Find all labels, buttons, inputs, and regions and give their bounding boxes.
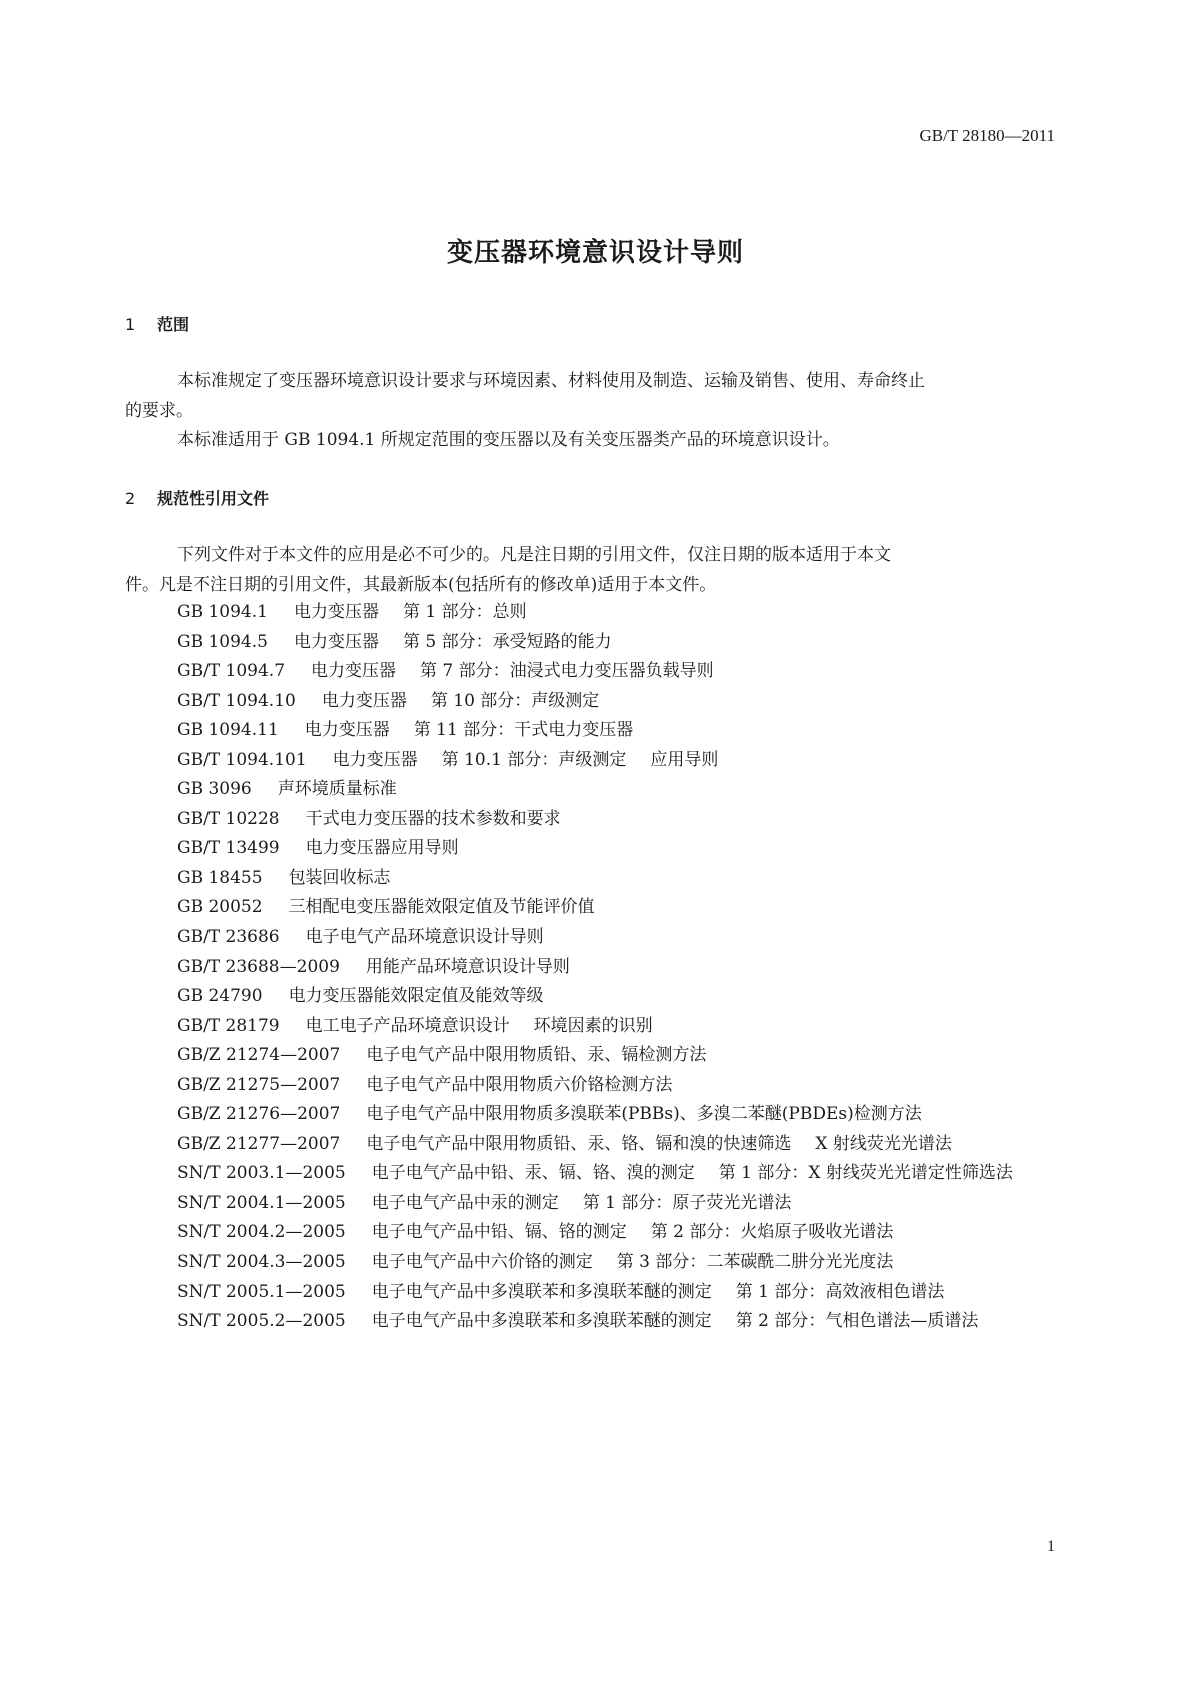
reference-title: 电子电气产品中多溴联苯和多溴联苯醚的测定 xyxy=(371,1311,712,1332)
reference-code: GB 24790 xyxy=(177,986,263,1007)
reference-item xyxy=(125,1130,1065,1160)
document-title: 变压器环境意识设计导则 xyxy=(446,238,744,268)
reference-subtitle: 应用导则 xyxy=(650,749,719,770)
reference-title: 电子电气产品中限用物质铅、汞、铬、镉和溴的快速筛选 xyxy=(366,1133,792,1154)
reference-part: 环境因素的识别 xyxy=(533,1015,653,1036)
page-number: 1 xyxy=(1047,1538,1055,1555)
references-intro xyxy=(125,540,1065,600)
reference-title: 电子电气产品中铅、镉、铬的测定 xyxy=(371,1222,627,1243)
reference-code: SN/T 2003.1—2005 xyxy=(177,1163,346,1184)
reference-item xyxy=(125,746,1065,776)
reference-item xyxy=(125,1189,1065,1219)
reference-item xyxy=(125,864,1065,894)
reference-item xyxy=(125,1041,1065,1071)
reference-part: 第 10.1 部分：声级测定 xyxy=(441,749,627,770)
reference-item xyxy=(125,657,1065,687)
reference-title: 电子电气产品中铅、汞、镉、铬、溴的测定 xyxy=(371,1163,695,1184)
reference-code: GB 20052 xyxy=(177,897,263,918)
reference-code: GB/T 23686 xyxy=(177,927,280,948)
reference-code: GB 1094.5 xyxy=(177,631,268,652)
reference-part: 第 1 部分：总则 xyxy=(402,602,527,622)
section-1-heading xyxy=(125,312,189,335)
reference-item xyxy=(125,1071,1065,1101)
reference-title: 电子电气产品中限用物质铅、汞、镉检测方法 xyxy=(366,1045,707,1066)
reference-title: 电工电子产品环境意识设计 xyxy=(305,1015,510,1036)
reference-code: GB 1094.11 xyxy=(177,720,279,741)
reference-item xyxy=(125,1307,1065,1337)
standard-code: GB/T 28180—2011 xyxy=(919,126,1055,145)
reference-code: GB/Z 21274—2007 xyxy=(177,1045,341,1066)
reference-item xyxy=(125,628,1065,658)
reference-part: 第 7 部分：油浸式电力变压器负载导则 xyxy=(420,661,714,682)
reference-title: 电力变压器 xyxy=(293,602,379,622)
reference-item xyxy=(125,1012,1065,1042)
reference-title: 干式电力变压器的技术参数和要求 xyxy=(305,808,561,829)
reference-title: 电力变压器 xyxy=(311,661,397,682)
paragraph-line: 的要求。 xyxy=(125,401,193,421)
reference-title: 电子电气产品中多溴联苯和多溴联苯醚的测定 xyxy=(371,1281,712,1302)
reference-code: GB/Z 21275—2007 xyxy=(177,1074,341,1095)
reference-item xyxy=(125,893,1065,923)
reference-code: GB 1094.1 xyxy=(177,602,268,622)
reference-part: 第 10 部分：声级测定 xyxy=(430,690,600,711)
section-title: 规范性引用文件 xyxy=(157,489,270,508)
reference-title: 电子电气产品中六价铬的测定 xyxy=(371,1252,593,1273)
paragraph-line: 下列文件对于本文件的应用是必不可少的。凡是注日期的引用文件，仅注日期的版本适用于本文 xyxy=(177,545,891,565)
reference-item xyxy=(125,953,1065,983)
reference-item xyxy=(125,982,1065,1012)
reference-title: 电子电气产品中限用物质多溴联苯(PBBs)、多溴二苯醚(PBDEs)检测方法 xyxy=(366,1104,922,1125)
reference-title: 电子电气产品中汞的测定 xyxy=(371,1192,559,1213)
reference-item xyxy=(125,598,1065,628)
reference-title: 电力变压器能效限定值及能效等级 xyxy=(288,986,544,1007)
reference-title: 声环境质量标准 xyxy=(277,779,397,800)
reference-part: 第 2 部分：火焰原子吸收光谱法 xyxy=(650,1222,894,1243)
reference-item xyxy=(125,805,1065,835)
reference-code: GB 3096 xyxy=(177,779,252,800)
paragraph-line: 本标准规定了变压器环境意识设计要求与环境因素、材料使用及制造、运输及销售、使用、寿命终止 xyxy=(177,371,925,391)
reference-code: SN/T 2004.2—2005 xyxy=(177,1222,346,1243)
reference-code: GB/T 1094.101 xyxy=(177,749,307,770)
reference-code: GB/T 28179 xyxy=(177,1015,280,1036)
reference-code: GB/T 10228 xyxy=(177,808,280,829)
reference-title: 电力变压器 xyxy=(332,749,418,770)
reference-title: 电子电气产品环境意识设计导则 xyxy=(305,927,544,948)
reference-code: GB 18455 xyxy=(177,867,263,888)
section-number: 1 xyxy=(125,315,136,334)
reference-item xyxy=(125,687,1065,717)
reference-title: 电力变压器应用导则 xyxy=(305,838,459,859)
reference-item xyxy=(125,1100,1065,1130)
section-title: 范围 xyxy=(157,315,190,334)
reference-title: 电力变压器 xyxy=(304,720,390,741)
reference-part: X 射线荧光光谱法 xyxy=(815,1133,952,1154)
reference-item xyxy=(125,1218,1065,1248)
reference-code: GB/T 23688—2009 xyxy=(177,956,340,977)
reference-part: 第 2 部分：气相色谱法—质谱法 xyxy=(735,1311,979,1332)
section-2-heading xyxy=(125,486,269,509)
reference-code: SN/T 2005.1—2005 xyxy=(177,1281,346,1302)
reference-item xyxy=(125,1159,1065,1189)
reference-part: 第 11 部分：干式电力变压器 xyxy=(413,720,634,741)
reference-code: GB/Z 21276—2007 xyxy=(177,1104,341,1125)
reference-title: 电子电气产品中限用物质六价铬检测方法 xyxy=(366,1074,673,1095)
reference-code: GB/T 1094.10 xyxy=(177,690,296,711)
reference-title: 电力变压器 xyxy=(293,631,379,652)
reference-title: 包装回收标志 xyxy=(288,867,391,888)
paragraph-line: 本标准适用于 GB 1094.1 所规定范围的变压器以及有关变压器类产品的环境意识设计。 xyxy=(177,430,840,450)
reference-title: 电力变压器 xyxy=(321,690,407,711)
reference-item xyxy=(125,1248,1065,1278)
reference-code: SN/T 2005.2—2005 xyxy=(177,1311,346,1332)
reference-item xyxy=(125,834,1065,864)
reference-part: 第 3 部分：二苯碳酰二肼分光光度法 xyxy=(616,1252,894,1273)
scope-paragraph-1 xyxy=(125,366,1065,426)
section-number: 2 xyxy=(125,489,136,508)
reference-part: 第 1 部分：高效液相色谱法 xyxy=(735,1281,945,1302)
normative-references-list xyxy=(125,598,1065,1337)
reference-item xyxy=(125,923,1065,953)
scope-paragraph-2 xyxy=(125,425,1065,455)
reference-item xyxy=(125,1278,1065,1308)
reference-code: GB/T 13499 xyxy=(177,838,280,859)
reference-part: 第 5 部分：承受短路的能力 xyxy=(402,631,612,652)
reference-title: 三相配电变压器能效限定值及节能评价值 xyxy=(288,897,595,918)
reference-title: 用能产品环境意识设计导则 xyxy=(365,956,570,977)
reference-part: 第 1 部分：原子荧光光谱法 xyxy=(582,1192,792,1213)
paragraph-line: 件。凡是不注日期的引用文件，其最新版本(包括所有的修改单)适用于本文件。 xyxy=(125,575,717,595)
reference-item xyxy=(125,775,1065,805)
reference-part: 第 1 部分：X 射线荧光光谱定性筛选法 xyxy=(718,1163,1013,1184)
reference-code: SN/T 2004.3—2005 xyxy=(177,1252,346,1273)
reference-code: GB/Z 21277—2007 xyxy=(177,1133,341,1154)
reference-code: GB/T 1094.7 xyxy=(177,661,286,682)
reference-item xyxy=(125,716,1065,746)
reference-code: SN/T 2004.1—2005 xyxy=(177,1192,346,1213)
